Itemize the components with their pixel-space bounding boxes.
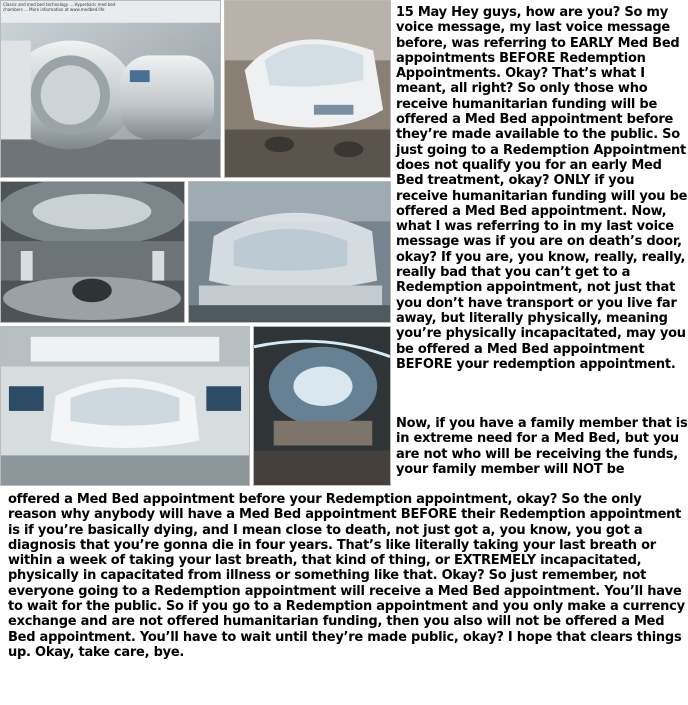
article-paragraph-2-continued: offered a Med Bed appointment before your Redemption appointment, okay? So the only reason why anybody will have a Med Bed appointment BEFORE their Redemption appointment is if you’re basically dying, and I mean close to death, not just got a, you know, you got a diagnosis that you’re gonna die in four years. That’s like literally taking your last breath or within a week of taking your last breath, that kind of thing, or EXTREMELY incapacitated, physically in capacitated from illness or something like that. Okay? So just remember, not everyone going to a Redemption appointment will receive a Med Bed appointment. You’ll have to wait for the public. So if you go to a Redemption appointment and you only make a currency exchange and are not offered humanitarian funding, then you also will not be offered a Med Bed appointment. You’ll have to wait until they’re made public, okay? I hope that clears things up. Okay, take care, bye.	[8, 492, 685, 660]
photo-hyperbaric-chambers	[0, 0, 221, 178]
photo-caption: Classic and med bed technology ... Hyperbaric med bed chambers ... More information at www.medbed.life	[3, 2, 116, 12]
photo-glass-med-pod	[188, 181, 391, 323]
photo-light-beam-bed	[253, 326, 391, 486]
article-paragraph-1: 15 May Hey guys, how are you? So my voice message, my last voice message before, was referring to EARLY Med Bed appointments BEFORE Redemption Appointments. Okay? That’s what I meant, all right? So only those who receive humanitarian funding will be offered a Med Bed appointment before they’re made available to the public. So just going to a Redemption Appointment does not qualify you for an early Med Bed treatment, okay? ONLY if you receive humanitarian funding will you be offered a Med Bed appointment. Now, what I was referring to in my last voice message was if you are on death’s door, okay? If you are, you know, really, really, really bad that you can’t get to a Redemption appointment, not just that you don’t have transport or you live far away, but literally physically, meaning you’re physically incapacitated, may you be offered a Med Bed appointment BEFORE your redemption appointment.	[396, 5, 688, 372]
photo-futuristic-room	[0, 181, 185, 323]
photo-white-pod-bed	[224, 0, 391, 178]
photo-med-bay-interior	[0, 326, 250, 486]
article-paragraph-2-start: Now, if you have a family member that is in extreme need for a Med Bed, but you are not who will be receiving the funds, your family member will NOT be	[396, 416, 688, 477]
